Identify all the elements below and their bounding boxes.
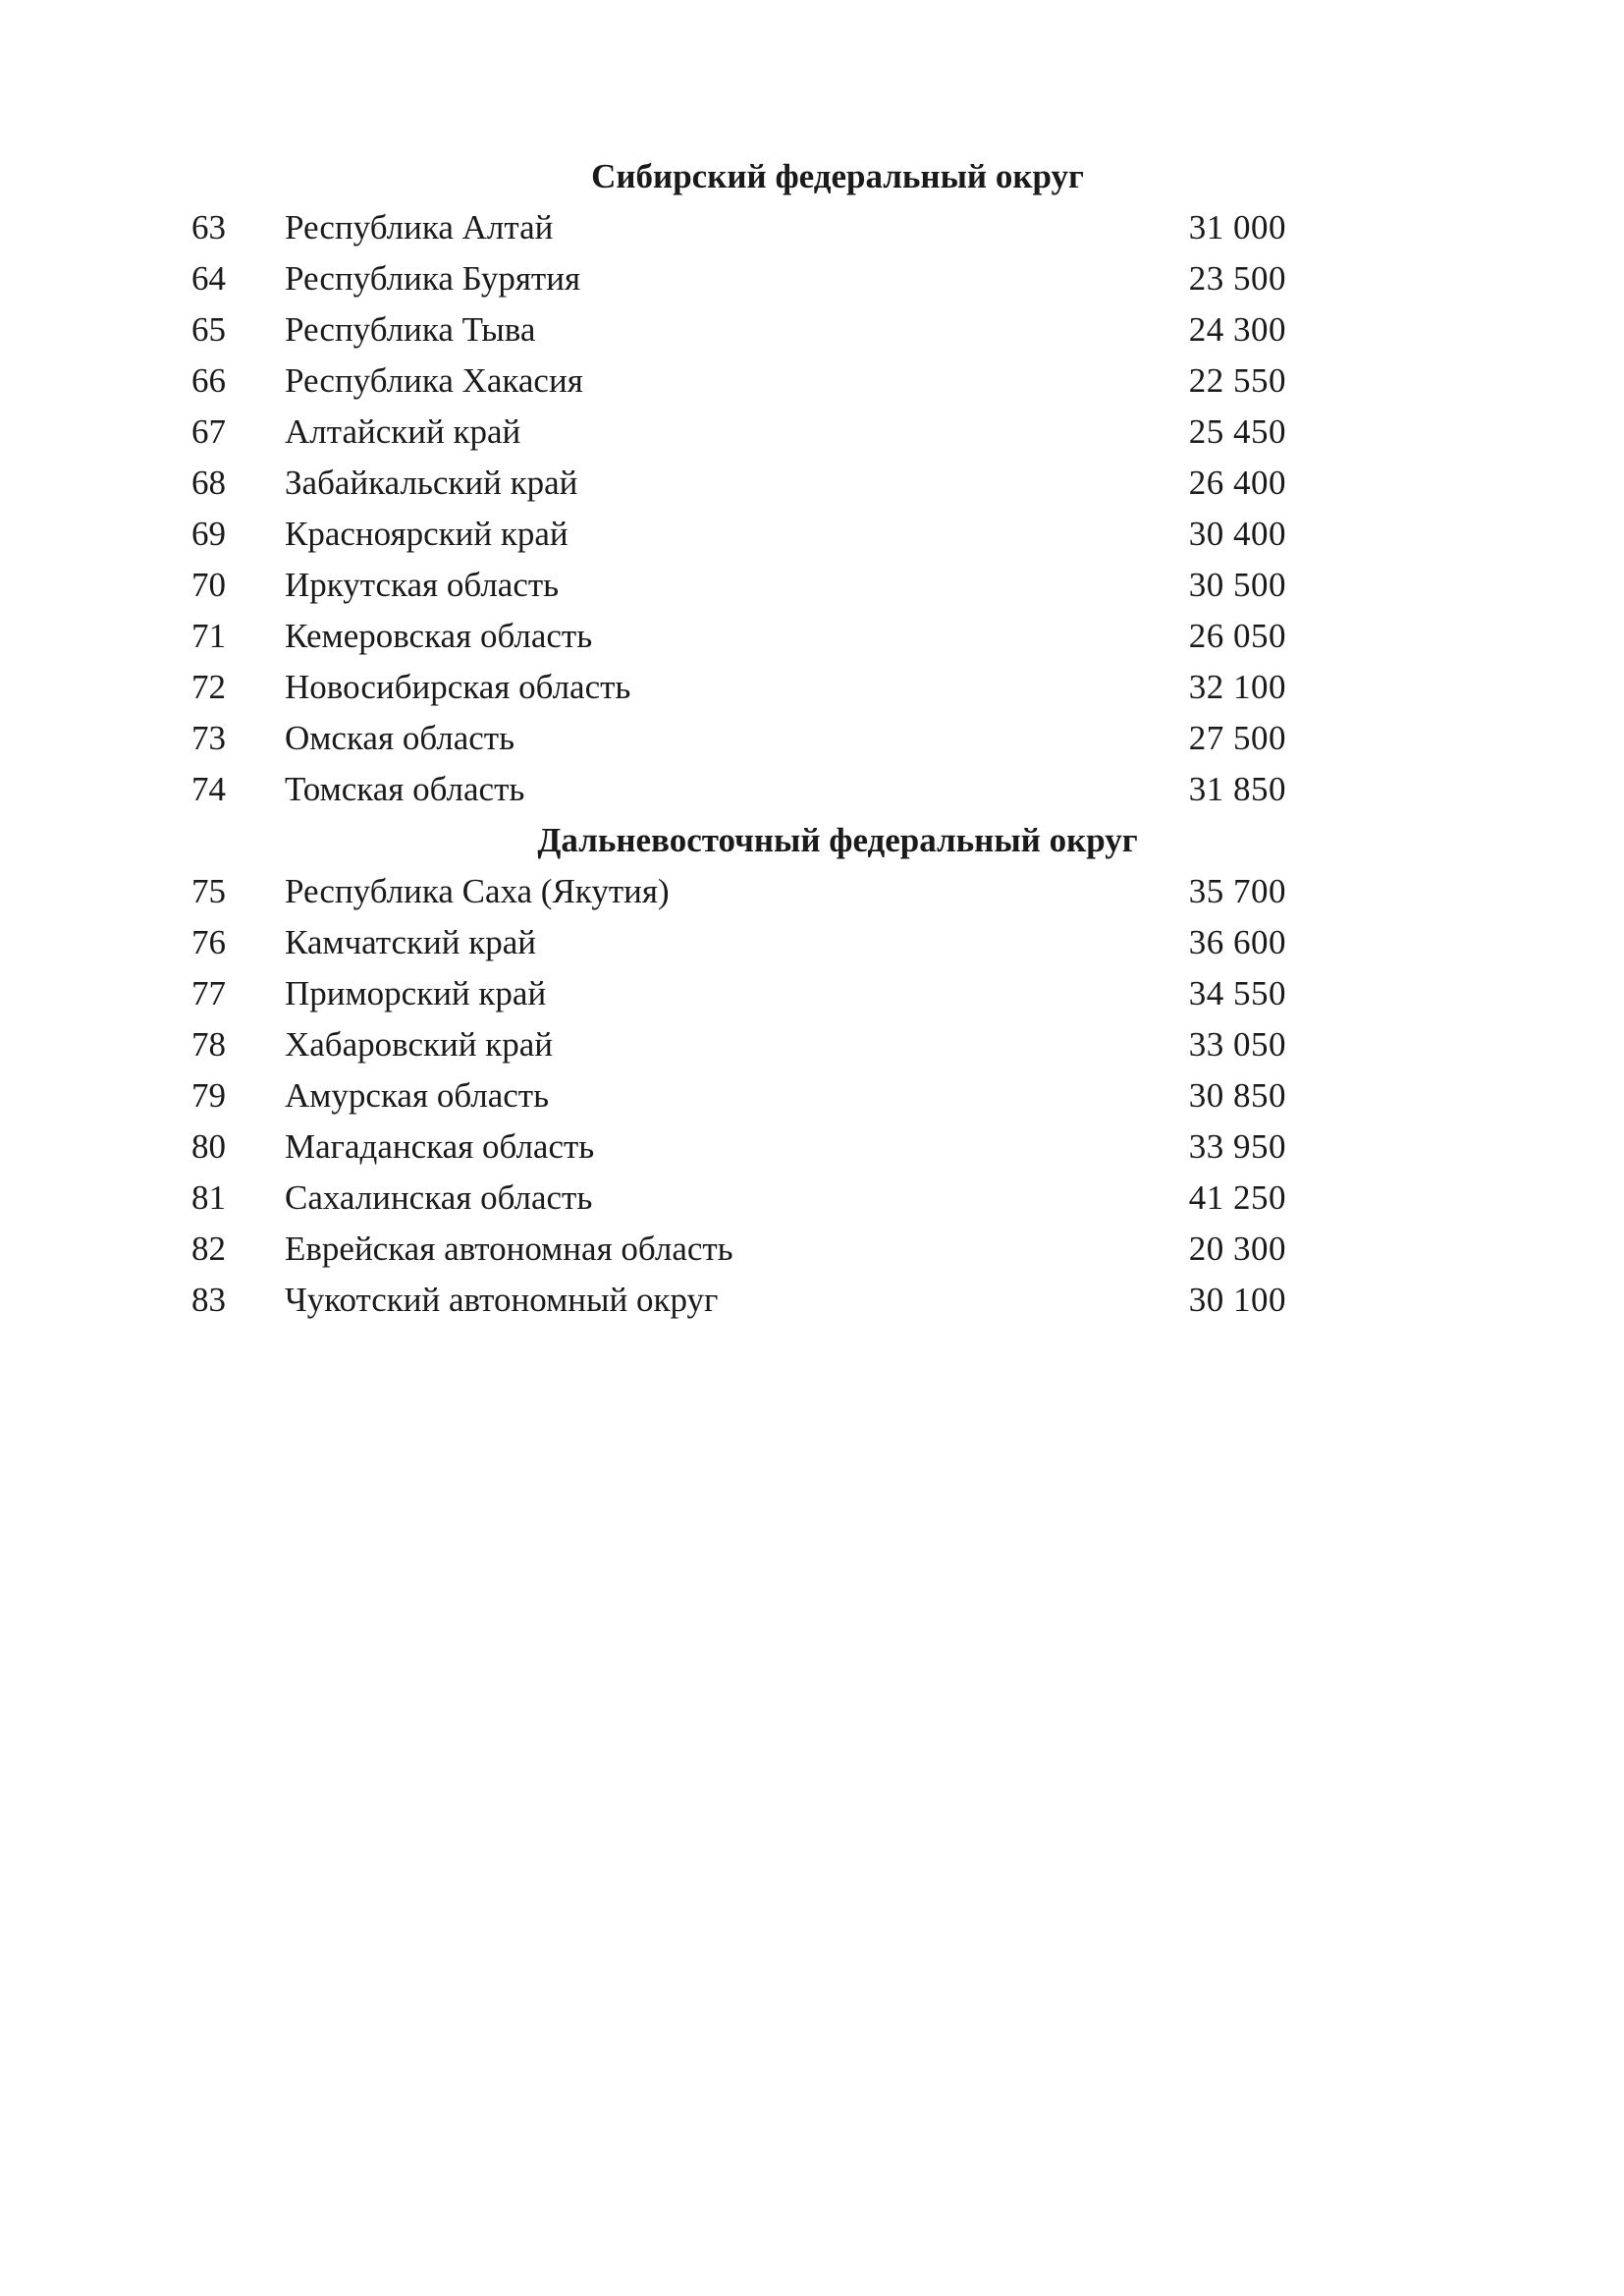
region-name: Новосибирская область	[285, 668, 631, 706]
row-number: 63	[191, 208, 226, 246]
region-value: 25 450	[1188, 412, 1286, 451]
table-row	[0, 1173, 1624, 1224]
table-row	[0, 764, 1624, 815]
region-name: Республика Бурятия	[285, 259, 581, 298]
table-row	[0, 662, 1624, 713]
region-name: Республика Хакасия	[285, 361, 583, 400]
region-name: Приморский край	[285, 974, 547, 1012]
region-value: 32 100	[1188, 668, 1286, 706]
region-value: 24 300	[1188, 310, 1286, 349]
table-row	[0, 355, 1624, 407]
region-name: Камчатский край	[285, 923, 537, 961]
region-name: Магаданская область	[285, 1127, 595, 1166]
region-value: 33 050	[1188, 1025, 1286, 1064]
region-value: 30 400	[1188, 515, 1286, 553]
table-row	[0, 1275, 1624, 1326]
region-name: Кемеровская область	[285, 617, 593, 655]
region-name: Томская область	[285, 770, 525, 808]
region-name: Омская область	[285, 719, 515, 757]
table-row	[0, 1121, 1624, 1173]
row-number: 78	[191, 1025, 226, 1064]
table-row	[0, 917, 1624, 968]
row-number: 75	[191, 872, 226, 910]
row-number: 64	[191, 259, 226, 298]
region-name: Республика Саха (Якутия)	[285, 872, 670, 910]
region-name: Амурская область	[285, 1076, 550, 1115]
table-row	[0, 202, 1624, 253]
region-value: 22 550	[1188, 361, 1286, 400]
region-value: 34 550	[1188, 974, 1286, 1012]
table-row	[0, 713, 1624, 764]
table-row	[0, 253, 1624, 304]
row-number: 76	[191, 923, 226, 961]
table-row	[0, 458, 1624, 509]
row-number: 82	[191, 1230, 226, 1268]
region-name: Республика Алтай	[285, 208, 554, 246]
row-number: 74	[191, 770, 226, 808]
region-value: 20 300	[1188, 1230, 1286, 1268]
row-number: 77	[191, 974, 226, 1012]
region-value: 31 850	[1188, 770, 1286, 808]
region-name: Сахалинская область	[285, 1178, 593, 1217]
row-number: 79	[191, 1076, 226, 1115]
region-name: Хабаровский край	[285, 1025, 553, 1064]
row-number: 80	[191, 1127, 226, 1166]
table-row	[0, 560, 1624, 611]
region-name: Забайкальский край	[285, 464, 578, 502]
section-title-siberian: Сибирский федеральный округ	[591, 157, 1084, 195]
region-name: Алтайский край	[285, 412, 521, 451]
row-number: 68	[191, 464, 226, 502]
section-title-far-eastern: Дальневосточный федеральный округ	[537, 821, 1138, 859]
row-number: 72	[191, 668, 226, 706]
region-value: 26 400	[1188, 464, 1286, 502]
region-name: Чукотский автономный округ	[285, 1281, 719, 1319]
table-row	[0, 304, 1624, 355]
region-value: 30 850	[1188, 1076, 1286, 1115]
row-number: 71	[191, 617, 226, 655]
table-row	[0, 611, 1624, 662]
row-number: 69	[191, 515, 226, 553]
table-row	[0, 1070, 1624, 1121]
region-name: Еврейская автономная область	[285, 1230, 733, 1268]
row-number: 66	[191, 361, 226, 400]
row-number: 67	[191, 412, 226, 451]
row-number: 81	[191, 1178, 226, 1217]
row-number: 83	[191, 1281, 226, 1319]
region-name: Республика Тыва	[285, 310, 536, 349]
region-value: 26 050	[1188, 617, 1286, 655]
table-row	[0, 1019, 1624, 1070]
region-value: 31 000	[1188, 208, 1286, 246]
region-value: 36 600	[1188, 923, 1286, 961]
region-name: Красноярский край	[285, 515, 568, 553]
table-row	[0, 407, 1624, 458]
table-row	[0, 866, 1624, 917]
region-value: 27 500	[1188, 719, 1286, 757]
table-row	[0, 968, 1624, 1019]
region-value: 23 500	[1188, 259, 1286, 298]
region-value: 35 700	[1188, 872, 1286, 910]
region-value: 33 950	[1188, 1127, 1286, 1166]
region-value: 30 100	[1188, 1281, 1286, 1319]
region-value: 41 250	[1188, 1178, 1286, 1217]
region-name: Иркутская область	[285, 566, 560, 604]
row-number: 70	[191, 566, 226, 604]
region-value: 30 500	[1188, 566, 1286, 604]
row-number: 73	[191, 719, 226, 757]
table-row	[0, 1224, 1624, 1275]
table-row	[0, 509, 1624, 560]
row-number: 65	[191, 310, 226, 349]
